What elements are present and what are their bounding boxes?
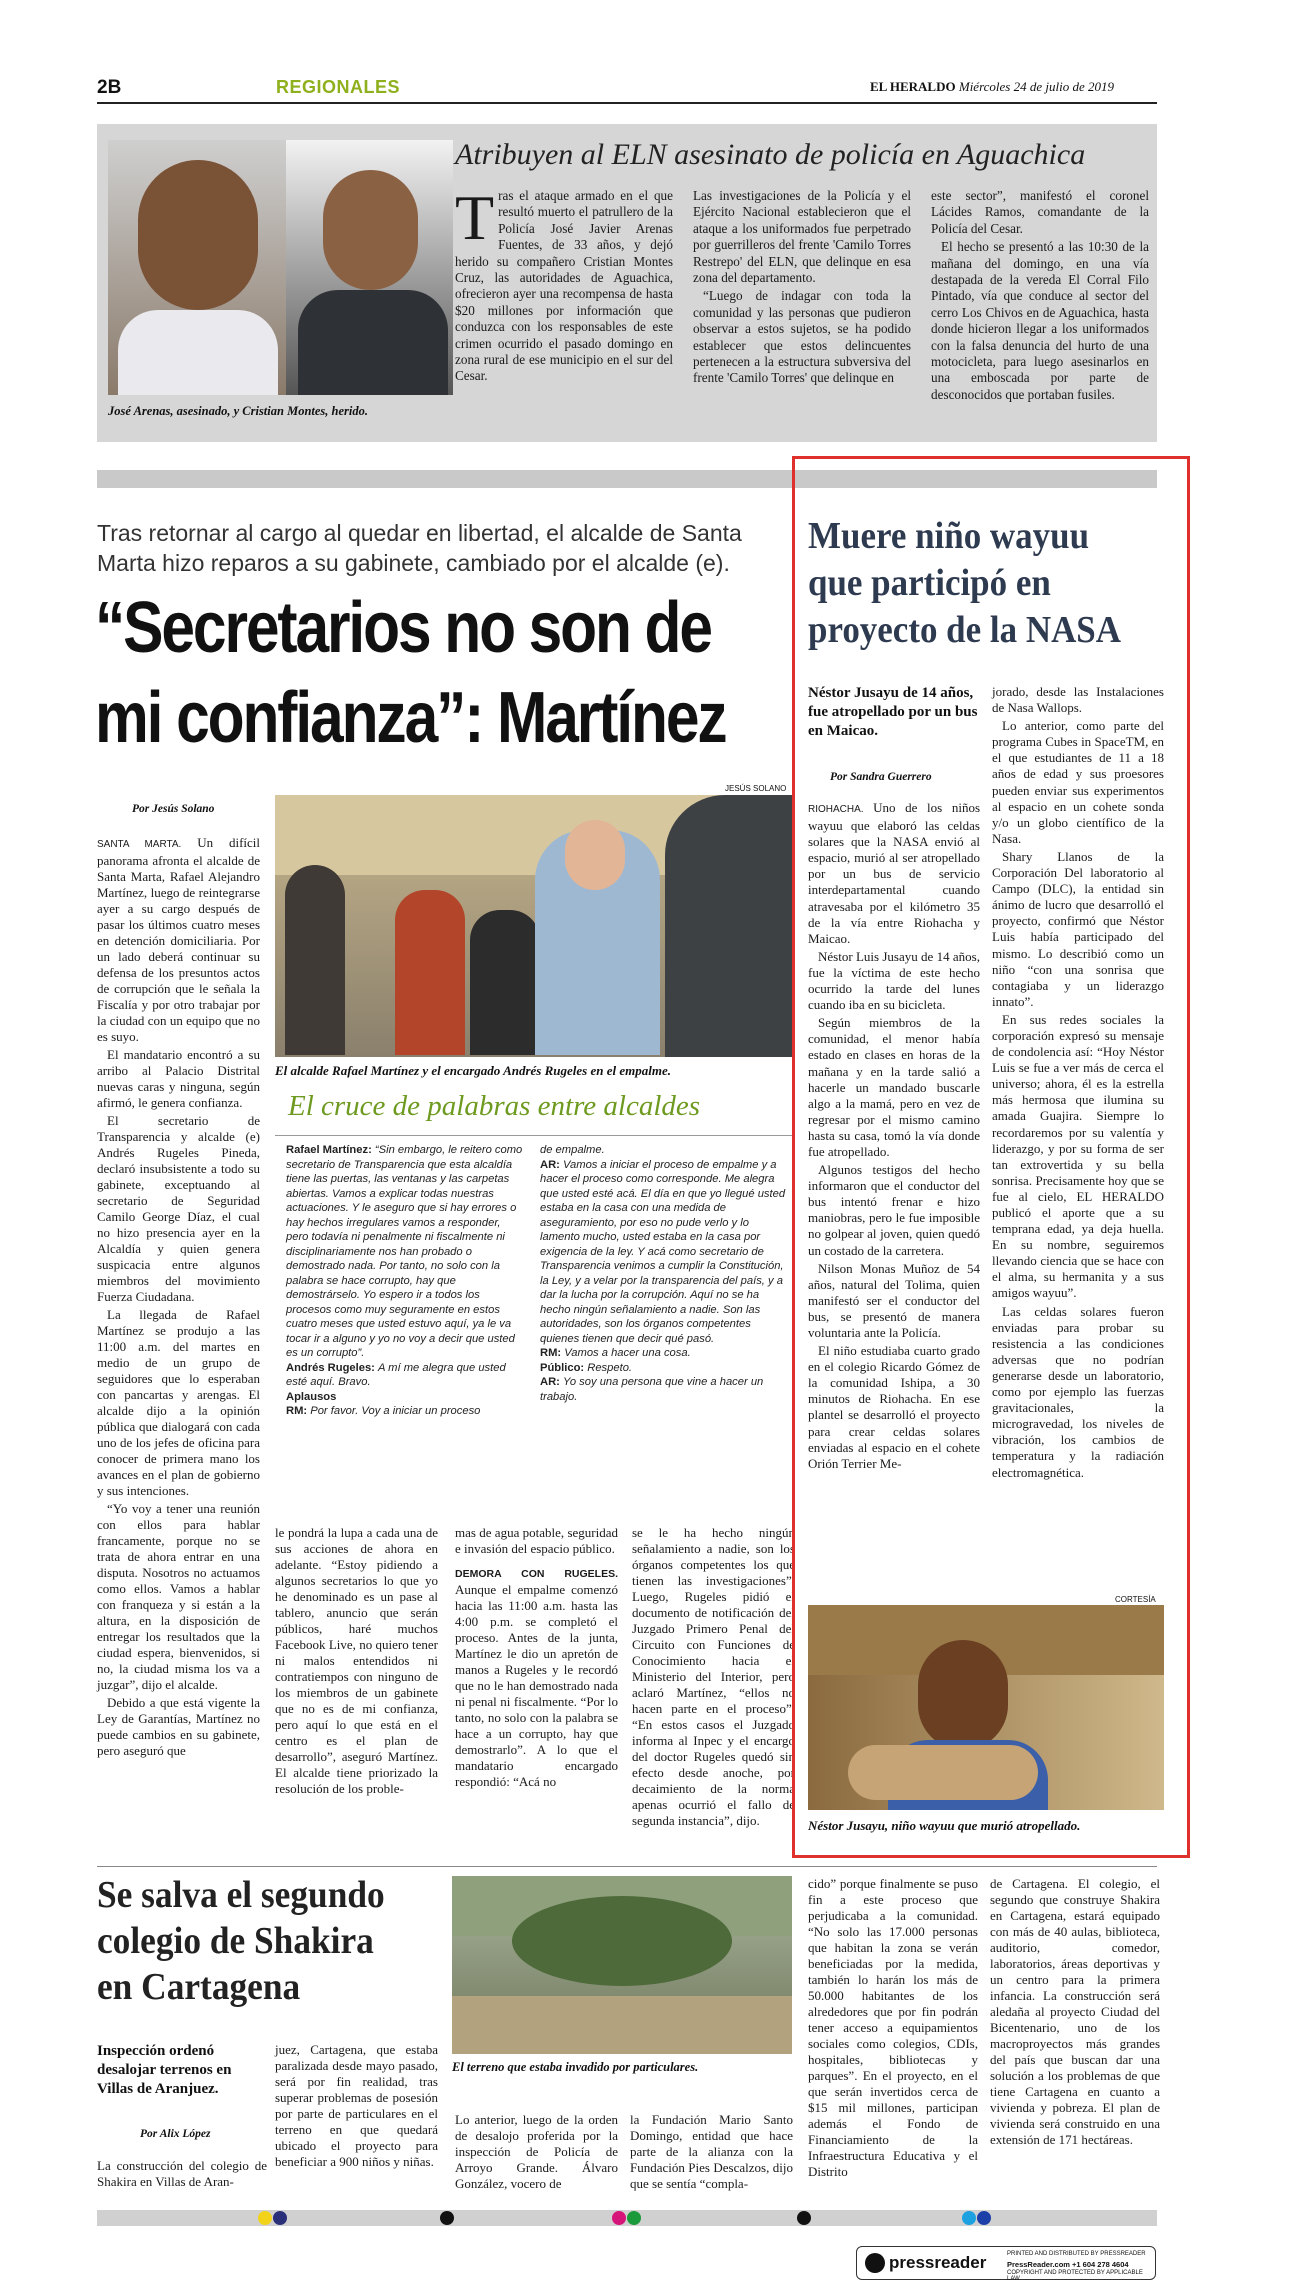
main-photo-credit: JESÚS SOLANO — [725, 784, 787, 793]
pressreader-line3: COPYRIGHT AND PROTECTED BY APPLICABLE LAW — [1007, 2270, 1143, 2282]
side-p6: El niño estudiaba cuarto grado en el colegio Ricardo Gómez de la comunidad Ishipa, a 30 minutos de Riohacha. En ese plantel se desarrolló el proyecto para crear celdas solares enviadas al espacio en el cohete Orión Terrier Me- — [808, 1343, 980, 1471]
dateline: SANTA MARTA. — [97, 839, 182, 850]
quote-text: Yo soy una persona que vine a hacer un trabajo. — [540, 1376, 764, 1403]
top-story-col2 — [693, 188, 911, 389]
quote-box-right-list — [540, 1143, 790, 1404]
main-story-kicker: Tras retornar al cargo al quedar en libertad, el alcalde de Santa Marta hizo reparos a su gabinete, cambiado por el alcalde (e). — [97, 520, 742, 576]
quote-speaker: Rafael Martínez: — [286, 1144, 375, 1156]
quote-exchange — [286, 1404, 526, 1419]
quote-text: Por favor. Voy a iniciar un proceso — [310, 1405, 481, 1417]
bottom-photo-caption: El terreno que estaba invadido por particulares. — [452, 2060, 699, 2074]
registration-dot-green — [627, 2211, 641, 2225]
top-story-photo — [108, 140, 453, 395]
quote-exchange — [286, 1143, 526, 1361]
bottom-c1: La construcción del colegio de Shakira en Villas de Aran- — [97, 2158, 267, 2189]
side-p1-text: Uno de los niños wayuu que elaboró las celdas solares que la NASA envió al espacio, murió al ser atropellado por un bus de servicio interdepartamental cuando atravesaba por el kilómetro 35 de la vía entre Riohacha y Maicao. — [808, 800, 980, 946]
quote-text: Vamos a hacer una cosa. — [564, 1347, 691, 1359]
quote-box-left-list — [286, 1143, 526, 1419]
quote-exchange — [540, 1143, 790, 1158]
side-c2-p4: En sus redes sociales la corporación expresó su mensaje de condolencia así: “Hoy Néstor Luis se fue a ver más de cerca el universo; ahora, él es la estrella más hermosa que ilumina su amada Guajira. Siempre lo recordaremos por su valentía y liderazgo, y por su forma de ser tan extrovertida y su bella sonrisa. Precisamente hoy que se fue al cielo, EL HERALDO publicó el aporte que a su temprana edad, ya deja huella. En su nombre, seguiremos llevando ciencia que se hace con el alma, su hermanita y a sus amigos wayuu”. — [992, 1011, 1164, 1301]
main-c3-text-2: Aunque el empalme comenzó hacia las 11:00 a.m. hasta las 4:00 p.m. se completó el proceso. Antes de la junta, Martínez le dio un apretón de manos a Rugeles y le recordó que no le han demostrado nada ni penal ni fiscalmente. “Por lo tanto, no solo con la palabra se hace a un corrupto, hay que demostrarlo”. A lo que el mandatario encargado respondió: “Acá no — [455, 1582, 618, 1789]
side-story-col1 — [808, 800, 980, 1474]
bottom-story-rule — [97, 1866, 1157, 1867]
issue-date: Miércoles 24 de julio de 2019 — [958, 79, 1114, 94]
bottom-story-col6 — [990, 1876, 1160, 2150]
bottom-c4: la Fundación Mario Santo Domingo, entidad que hace parte de la alianza con la Fundación Pies Descalzos, dijo que se sentía “compla- — [630, 2112, 793, 2191]
main-story-col3 — [455, 1525, 618, 1792]
side-c2-p3: Shary Llanos de la Corporación Del laboratorio al Campo (DLC), la entidad sin ánimo de lucro que desarrolló el proyecto, confirmó que Néstor Luis había participado del mismo. Lo describió como un niño “con una sonrisa que contagiaba y un liderazgo innato”. — [992, 848, 1164, 1009]
bottom-story-byline: Por Alix López — [140, 2128, 211, 2140]
main-story-col1 — [97, 835, 260, 1761]
main-c3-text: mas de agua potable, seguridad e invasión del espacio público. — [455, 1525, 618, 1556]
quote-exchange — [540, 1361, 790, 1376]
bottom-story-col2 — [275, 2042, 438, 2172]
side-c2-p5: Las celdas solares fueron enviadas para probar su resistencia a las condiciones adversas que no podrían generarse desde un laboratorio, como por ejemplo las fuerzas gravitacionales, la microgravedad, los niveles de vibración, los cambios de temperatura y la radiación electromagnética. — [992, 1303, 1164, 1480]
quote-exchange — [286, 1361, 526, 1390]
registration-dot-black-2 — [797, 2211, 811, 2225]
quote-speaker: AR: — [540, 1376, 563, 1388]
main-story-col2 — [275, 1525, 438, 1799]
main-p3: El secretario de Transparencia y alcalde (e) Andrés Rugeles Pineda, declaró insubsistente a todo su gabinete, exceptuando al secretario de Seguridad Camilo George Díaz, el cual no hizo presencia ayer en la Alcaldía y quien genera suspicacia entre algunos miembros del movimiento Fuerza Ciudadana. — [97, 1113, 260, 1304]
header-rule — [97, 102, 1157, 104]
side-p4: Algunos testigos del hecho informaron que el conductor del bus intentó frenar e hizo maniobras, pero le fue imposible no golpear al joven, quien quedó un costado de la carretera. — [808, 1162, 980, 1258]
main-story-headline-1: “Secretarios no son de — [95, 588, 711, 668]
bottom-story-col4 — [630, 2112, 793, 2194]
quote-exchange — [540, 1346, 790, 1361]
drop-cap: T — [455, 182, 495, 253]
pressreader-line2: PressReader.com +1 604 278 4604 — [1007, 2260, 1129, 2269]
registration-dot-magenta — [612, 2211, 626, 2225]
bottom-story-headline: Se salva el segundo colegio de Shakira en Cartagena — [97, 1874, 385, 2008]
page-number: 2B — [97, 77, 122, 98]
side-p2: Néstor Luis Jusayu de 14 años, fue la víctima de este hecho ocurrido la tarde del lunes cuando iba en su bicicleta. — [808, 948, 980, 1013]
quote-speaker: RM: — [286, 1405, 311, 1417]
top-story-text-1: ras el ataque armado en el que resultó muerto el patrullero de la Policía José Javier Arenas Fuentes, de 33 años, y dejó herido su compañero Cristian Montes Cruz, las autoridades de Aguachica, ofrecieron ayer una recompensa de hasta $20 millones por información que conduzca con los responsables de este crimen ocurrido el pasado domingo en zona rural de ese municipio en el sur del Cesar. — [455, 188, 673, 384]
main-c4-text: se le ha hecho ningún señalamiento a nadie, son los órganos competentes los que tienen las investigaciones”. Luego, Rugeles pidió el documento de notificación del Juzgado Primero Penal del Circuito con Funciones de Conocimiento hacia el Ministerio del Interior, pero aclaró Martínez, “ellos no hacen parte en el proceso”. “En estos casos el Juzgado informa al Inpec y el encargo del doctor Rugeles quedó sin efecto desde anoche, por decaimiento de la norma apenas ocurrió el fallo de segunda instancia”, dijo. — [632, 1525, 795, 1828]
quote-speaker: AR: — [540, 1158, 563, 1171]
bottom-story-photo — [452, 1876, 792, 2054]
side-c2-p2: Lo anterior, como parte del programa Cubes in SpaceTM, en el que estudiantes de 11 a 18 años de edad y sus proesores pueden enviar sus experimentos al espacio en un cohete sonda y/o un globo científico de la Nasa. — [992, 718, 1164, 846]
side-story-byline: Por Sandra Guerrero — [830, 771, 932, 783]
main-p4: La llegada de Rafael Martínez se produjo a las 11:00 a.m. del martes en medio de un grupo de seguidores que lo esperaban con pancartas y arengas. El alcalde dijo a la opinión pública que dialogará con cada uno de los jefes de oficina para conocer de primera mano los avances en el plan de gobierno y sus intenciones. — [97, 1307, 260, 1498]
main-p1-text: Un difícil panorama afronta el alcalde de Santa Marta, Rafael Alejandro Martínez, luego de reintegrarse ayer a su cargo después de pasar los últimos cuatro meses en detención domiciliaria. Por un lado deberá continuar su defensa de los presuntos actos de corrupción que le señala la Fiscalía y por otro trabajar por la ciudad con un equipo que no es suyo. — [97, 835, 260, 1044]
paper-date — [870, 79, 1114, 95]
bottom-c6: de Cartagena. El colegio, el segundo que construye Shakira en Cartagena, estará equipado con más de 40 aulas, biblioteca, auditorio, comedor, laboratorios, áreas deportivas y un centro para la primera infancia. La construcción será aledaña al proyecto Ciudad del Bicentenario, uno de los macroproyectos más grandes del país que buscan dar una solución a los problemas de que tiene Cartagena en cuanto a vivienda y pobreza. El plan de vivienda será construido en una extensión de 171 hectáreas. — [990, 1876, 1160, 2147]
bottom-c2: juez, Cartagena, que estaba paralizada desde mayo pasado, será por fin realidad, tras superar problemas de posesión por parte de particulares en el terreno en que quedará ubicado el proyecto para beneficiar a 900 niños y niñas. — [275, 2042, 438, 2169]
side-story-col2 — [992, 684, 1164, 1483]
top-story-text-3: “Luego de indagar con toda la comunidad y las personas que pudieron observar a estos sujetos, se ha podido establecer que estos delincuentes pertenecen a la estructura subversiva del frente 'Camilo Torres' que delinque en — [693, 288, 911, 386]
main-p6: Debido a que está vigente la Ley de Garantías, Martínez no puede cambios en su gabinete, pero aseguró que — [97, 1695, 260, 1758]
main-c2-text: le pondrá la lupa a cada una de sus acciones de ahora en adelante. “Estoy pidiendo a algunos secretarios lo que yo he denominado es un pase al tablero, anuncio que serán públicos, haré muchos Facebook Live, no quiero tener ni malos entendidos ni contratiempos con ninguno de los miembros de un gabinete que no es de mi confianza, pero aquí lo que está en el centro es el plan de desarrollo”, aseguró Martínez. El alcalde tiene priorizado la resolución de los proble- — [275, 1525, 438, 1796]
main-story-photo — [275, 795, 793, 1057]
main-c3-sub — [455, 1565, 618, 1790]
side-dateline: RIOHACHA. — [808, 804, 864, 815]
side-p1 — [808, 800, 980, 947]
top-story-caption: José Arenas, asesinado, y Cristian Montes, herido. — [108, 404, 368, 418]
bottom-c5: cido” porque finalmente se puso fin a este proceso que perjudicaba a la comunidad. “No solo las 17.000 personas que habitan la zona se verán beneficiadas por la medida, también lo harán los más de 50.000 habitantes de los alrededores que por fin podrán tener acceso a equipamientos sociales como colegios, CDIs, hospitales, bibliotecas y parques”. En el proyecto, en el que serán invertidos cerca de $15 mil millones, participan además el Fondo de Financiamiento de la Infraestructura Educativa y el Distrito — [808, 1876, 978, 2179]
pressreader-badge[interactable] — [856, 2246, 1156, 2280]
bottom-story-col3 — [455, 2112, 618, 2194]
quote-text: de empalme. — [540, 1144, 605, 1156]
side-c2-p1: jorado, desde las Instalaciones de Nasa Wallops. — [992, 684, 1164, 716]
side-story-photo — [808, 1605, 1164, 1810]
quote-text: “Sin embargo, le reitero como secretario de Transparencia que esta alcaldía tiene las puertas, las ventanas y las carpetas abiertas. Vamos a explicar todas nuestras actuaciones. Y le aseguro que si hay errores o hay hechos irregulares vamos a responder, pero todavía ni penalmente ni fiscalmente ni disciplinariamente nos han probado o demostrado nada. Por tanto, no solo con la palabra se hace corrupto, hay que demostrárselo. Yo espero ir a todos los procesos como muy seguramente en estos cuatro meses que usted estuvo aquí, ya le va tocar ir a alguno y yo no voy a decir que usted es un corrupto”. — [286, 1144, 523, 1359]
quote-speaker: Aplausos — [286, 1390, 337, 1403]
bottom-c3: Lo anterior, luego de la orden de desalojo proferida por la inspección de Policía de Arroyo Grande. Álvaro González, vocero de — [455, 2112, 618, 2191]
quote-box-title: El cruce de palabras entre alcaldes — [288, 1090, 701, 1122]
quote-exchange — [540, 1375, 790, 1404]
subhead: DEMORA CON RUGELES. — [455, 1568, 618, 1580]
top-story-col3 — [931, 188, 1149, 405]
bottom-story-summary: Inspección ordenó desalojar terrenos en Villas de Aranjuez. — [97, 2043, 232, 2097]
side-photo-caption: Néstor Jusayu, niño wayuu que murió atropellado. — [808, 1818, 1081, 1833]
main-story-col4 — [632, 1525, 795, 1831]
side-p3: Según miembros de la comunidad, el menor había estado en clases en horas de la mañana y en la tarde salió a hacerle un mandado buscarle algo a la mamá, pero en vez de regresar por el mismo camino hasta su casa, tomó la vía donde fue atropellado. — [808, 1015, 980, 1159]
registration-dot-blue — [977, 2211, 991, 2225]
main-p5: “Yo voy a tener una reunión con ellos para hablar francamente, porque no se trata de ahora entrar en una disputa. Nosotros no actuamos como ellos. Vamos a hablar con franqueza y si están a la altura, en la disposición de entregar los resultados que la ciudad espera, bienvenidos, si no, la ciudad misma los va a juzgar”, dijo el alcalde. — [97, 1501, 260, 1692]
quote-box-rule — [275, 1135, 793, 1136]
main-story-headline-2: mi confianza”: Martínez — [95, 678, 726, 758]
registration-dot-navy — [273, 2211, 287, 2225]
quote-text: Respeto. — [587, 1361, 633, 1374]
quote-speaker: Andrés Rugeles: — [286, 1361, 379, 1374]
main-story-byline: Por Jesús Solano — [132, 803, 215, 815]
side-story-summary: Néstor Jusayu de 14 años, fue atropellado por un bus en Maicao. — [808, 685, 978, 739]
registration-dot-black-1 — [440, 2211, 454, 2225]
top-story-title: Atribuyen al ELN asesinato de policía en Aguachica — [455, 138, 1086, 171]
top-story-col1 — [455, 182, 673, 385]
pressreader-logo-icon — [865, 2253, 885, 2273]
quote-text: A mí me alegra que usted esté aquí. Bravo. — [286, 1361, 506, 1388]
top-story-text-5: El hecho se presentó a las 10:30 de la mañana del domingo, en una vía destapada de la vereda El Corral Filo Pintado, vía que conduce al sector del cerro Los Chivos en de Aguachica, hasta donde hicieron llegar a los uniformados con la falsa denuncia del hurto de una motocicleta, para luego asesinarlos en una emboscada por parte de desconocidos que portaban fusiles. — [931, 239, 1149, 402]
main-p1 — [97, 835, 260, 1045]
quote-speaker: Público: — [540, 1361, 588, 1374]
quote-box-left — [286, 1143, 526, 1419]
section-name: REGIONALES — [276, 77, 401, 97]
registration-dot-cyan — [962, 2211, 976, 2225]
side-story-headline: Muere niño wayuu que participó en proyecto de la NASA — [808, 515, 1122, 651]
quote-text: Vamos a iniciar el proceso de empalme y a hacer el proceso como corresponde. Me alegra que usted esté acá. El día en que yo llegué usted estaba en la casa con una medida de aseguramiento, por eso no pude verlo y lo lamento mucho, usted estaba en la casa por exigencia de la ley. Y acá como secretario de Transparencia venimos a cumplir la Constitución, la Ley, y a velar por la transparencia del país, y a dar la lucha por la corrupción. Aquí no se ha hecho ningún señalamiento a nadie. Son las autoridades, son los órganos competentes quienes tienen que decir qué pasó. — [540, 1158, 786, 1345]
quote-exchange — [540, 1158, 790, 1347]
bottom-story-col5 — [808, 1876, 978, 2182]
side-p5: Nilson Monas Muñoz de 54 años, natural del Tolima, quien manifestó ser el conductor del bus, se presentó de manera voluntaria ante la Policía. — [808, 1260, 980, 1340]
main-p2: El mandatario encontró a su arribo al Palacio Distrital nuevas caras y ninguna, según afirmó, le genera confianza. — [97, 1047, 260, 1110]
side-photo-credit: CORTESÍA — [1115, 1595, 1156, 1604]
quote-speaker: RM: — [540, 1347, 565, 1359]
pressreader-brand: pressreader — [889, 2253, 987, 2272]
top-story-text-2: Las investigaciones de la Policía y el Ejército Nacional establecieron que el ataque a los uniformados fue perpetrado por guerrilleros del frente 'Camilo Torres Restrepo' del ELN, que delinque en esa zona del departamento. — [693, 188, 911, 286]
main-photo-caption: El alcalde Rafael Martínez y el encargado Andrés Rugeles en el empalme. — [275, 1063, 671, 1078]
paper-name: EL HERALDO — [870, 79, 956, 94]
top-story-text-4: este sector”, manifestó el coronel Lácides Ramos, comandante de la Policía del Cesar. — [931, 188, 1149, 236]
registration-dot-yellow — [258, 2211, 272, 2225]
pressreader-line1: PRINTED AND DISTRIBUTED BY PRESSREADER — [1007, 2251, 1146, 2257]
quote-exchange — [286, 1390, 526, 1405]
quote-box-right — [540, 1143, 790, 1404]
bottom-story-col1 — [97, 2158, 267, 2192]
